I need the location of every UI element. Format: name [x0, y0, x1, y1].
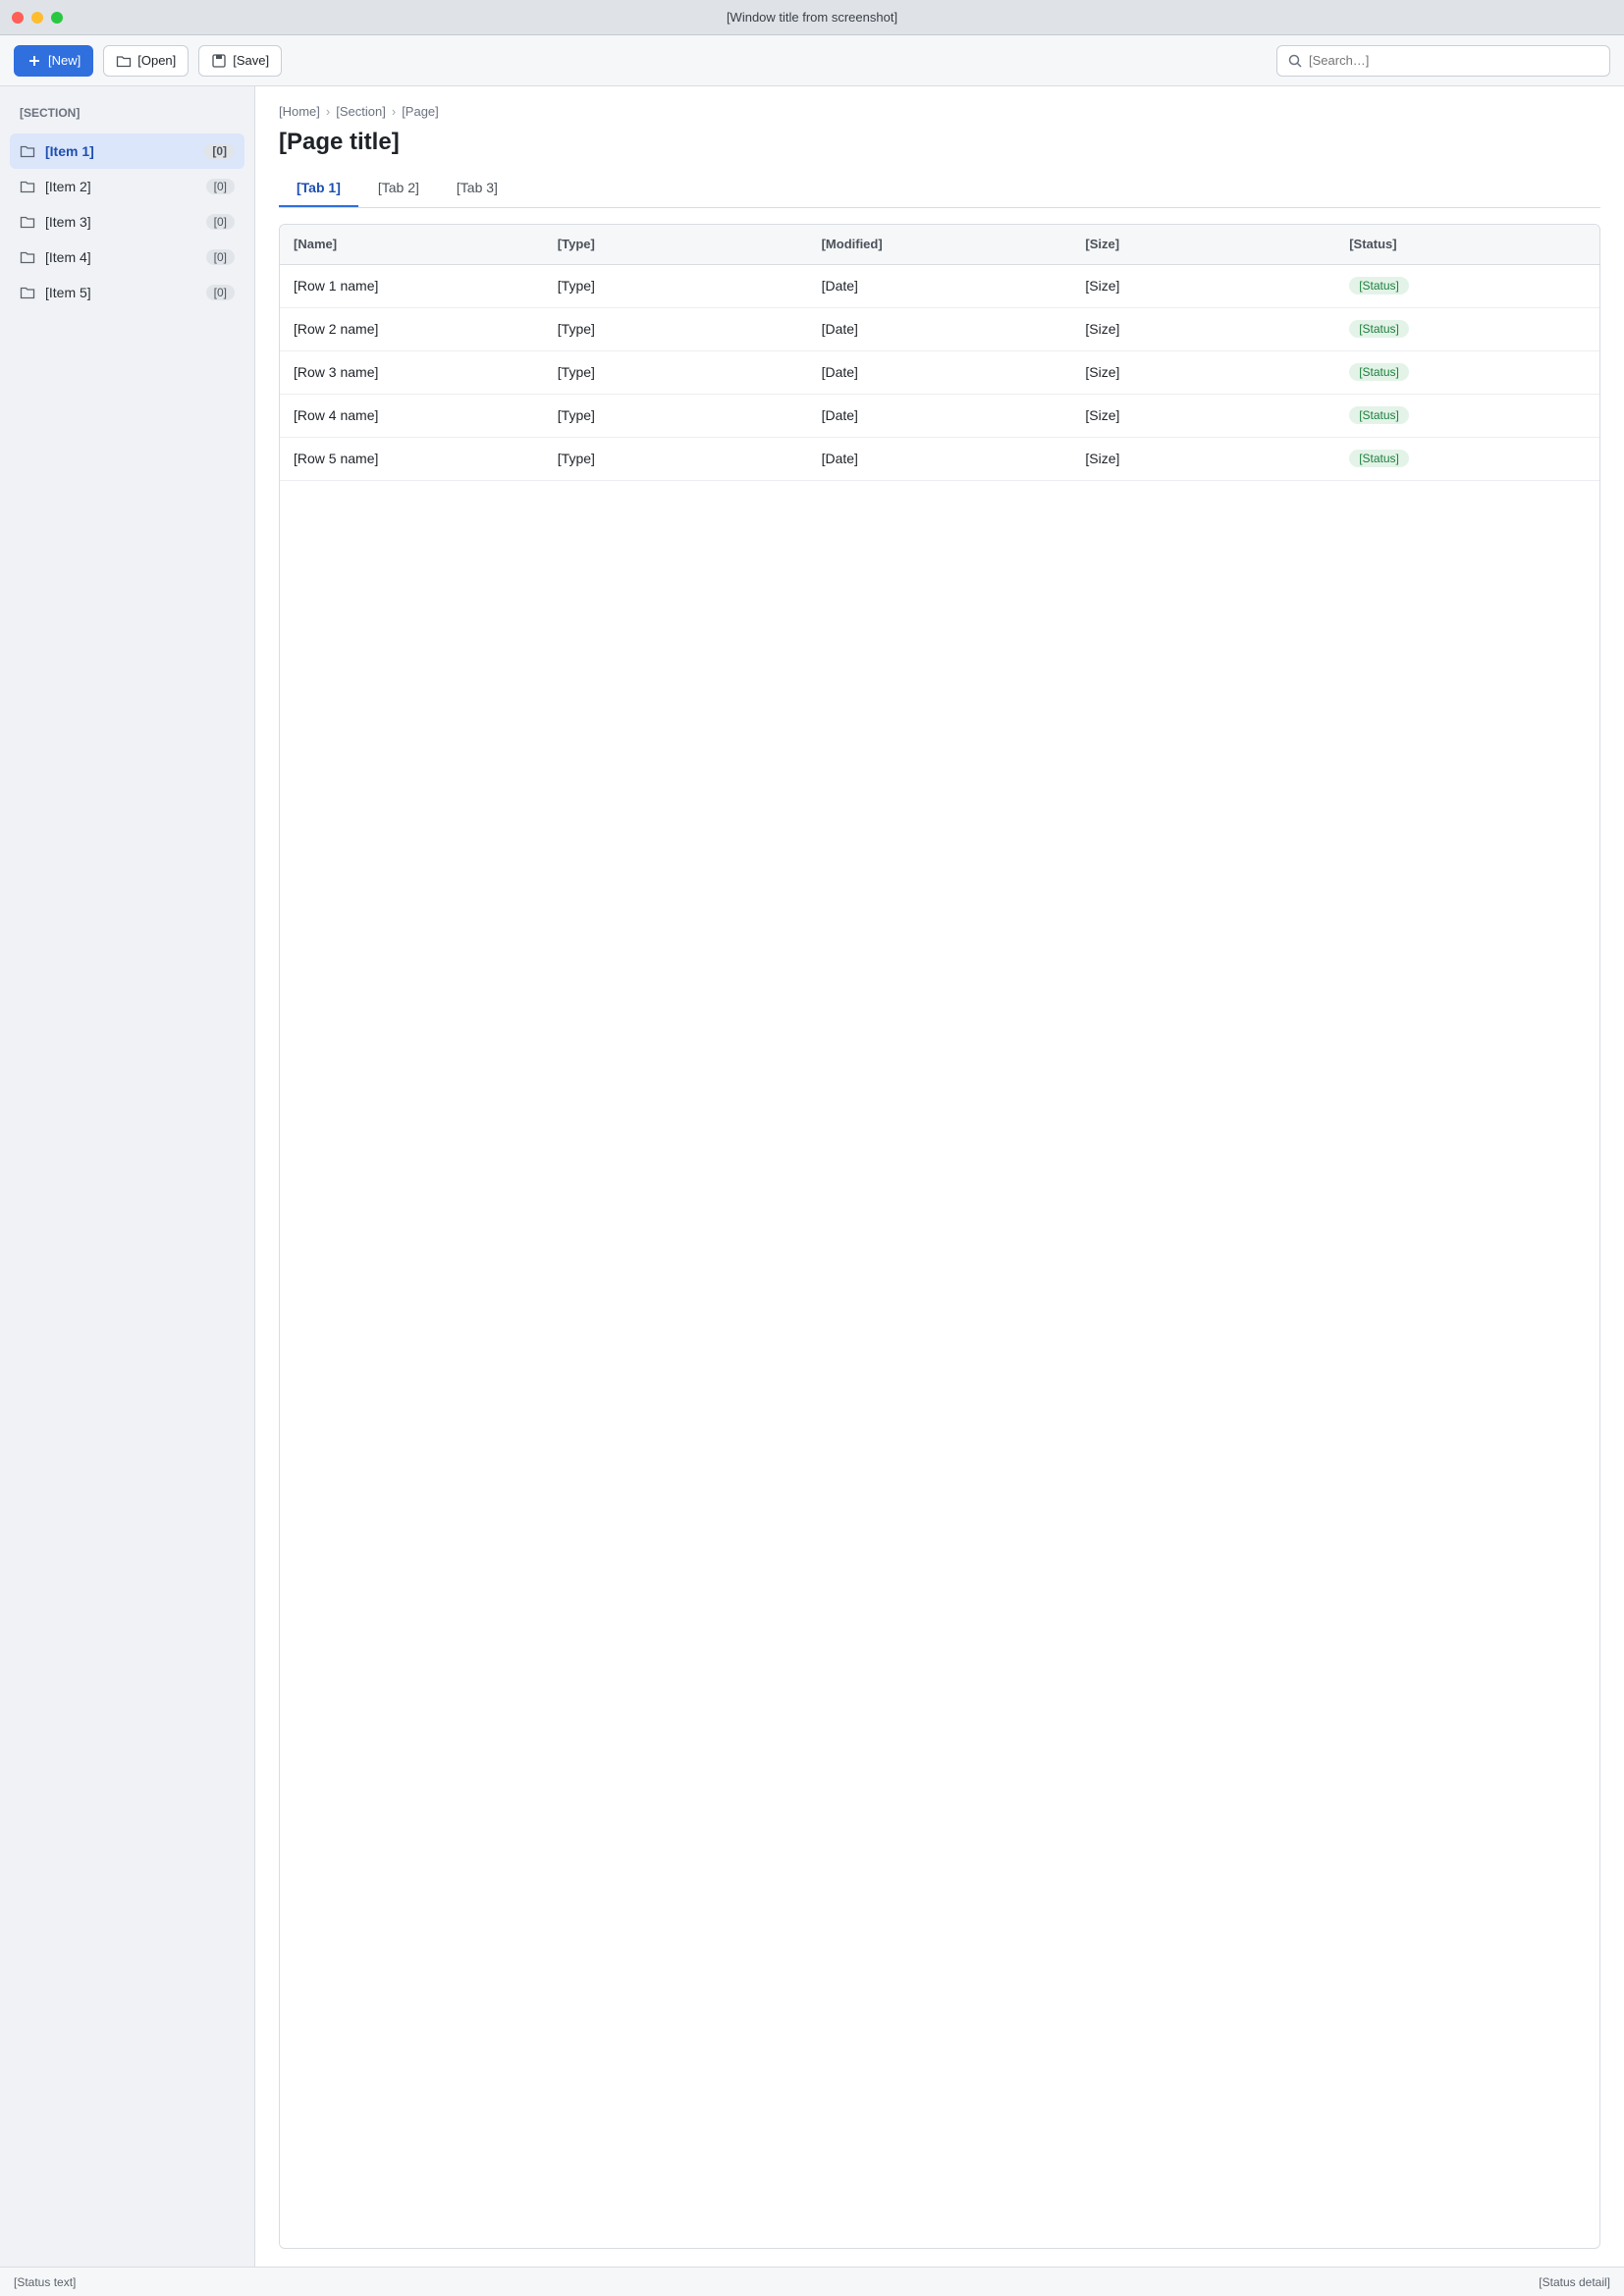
folder-icon	[20, 249, 35, 265]
sidebar-item-label: [Item 1]	[45, 143, 94, 159]
table-cell: [Row 4 name]	[280, 394, 544, 437]
table-cell	[1335, 264, 1599, 307]
table-cell: [Row 3 name]	[280, 350, 544, 394]
table-row[interactable]	[280, 307, 1599, 350]
sidebar-item-count: [0]	[206, 249, 235, 265]
tab-3[interactable]: [Tab 3]	[456, 180, 498, 195]
table-header-row	[280, 225, 1599, 264]
search-box	[1276, 45, 1610, 77]
content-area	[0, 86, 1624, 2267]
column-header[interactable]: [Size]	[1071, 225, 1335, 264]
new-button-label: [New]	[48, 53, 81, 68]
status-text: [Status text]	[14, 2274, 77, 2289]
breadcrumb-separator: ›	[391, 104, 397, 119]
sidebar-heading: [SECTION]	[20, 106, 81, 120]
table-cell: [Row 1 name]	[280, 264, 544, 307]
sidebar-item-2[interactable]	[10, 169, 244, 204]
table-cell: [Size]	[1071, 307, 1335, 350]
breadcrumb	[279, 104, 1600, 119]
status-badge: [Status]	[1349, 363, 1409, 381]
table-cell: [Size]	[1071, 264, 1335, 307]
tab-bar	[279, 170, 1600, 208]
sidebar-item-label: [Item 5]	[45, 285, 91, 300]
table-cell	[1335, 394, 1599, 437]
table-cell: [Row 5 name]	[280, 437, 544, 480]
table-row[interactable]	[280, 264, 1599, 307]
sidebar-item-3[interactable]	[10, 204, 244, 240]
plus-icon	[27, 53, 42, 69]
status-detail: [Status detail]	[1539, 2274, 1610, 2289]
tab-2[interactable]: [Tab 2]	[377, 180, 419, 195]
table-cell	[1335, 437, 1599, 480]
table-cell: [Date]	[808, 437, 1072, 480]
folder-icon	[20, 179, 35, 194]
save-icon	[211, 53, 227, 69]
close-window-button[interactable]	[12, 12, 24, 24]
folder-open-icon	[116, 53, 132, 69]
sidebar-item-count: [0]	[204, 143, 235, 159]
sidebar-item-count: [0]	[206, 214, 235, 230]
search-icon	[1287, 53, 1303, 69]
table-row[interactable]	[280, 394, 1599, 437]
table-cell: [Size]	[1071, 350, 1335, 394]
tab-1[interactable]: [Tab 1]	[279, 170, 358, 207]
status-badge: [Status]	[1349, 450, 1409, 467]
table-cell: [Type]	[544, 350, 808, 394]
table-cell	[1335, 307, 1599, 350]
breadcrumb-item[interactable]: [Home]	[279, 104, 320, 119]
status-badge: [Status]	[1349, 277, 1409, 294]
table-container	[279, 224, 1600, 2249]
column-header[interactable]: [Type]	[544, 225, 808, 264]
table-cell: [Row 2 name]	[280, 307, 544, 350]
sidebar-item-4[interactable]	[10, 240, 244, 275]
table-cell: [Date]	[808, 394, 1072, 437]
table-row[interactable]	[280, 437, 1599, 480]
save-button-label: [Save]	[233, 53, 270, 68]
sidebar-item-5[interactable]	[10, 275, 244, 310]
folder-icon	[20, 214, 35, 230]
table-cell: [Size]	[1071, 394, 1335, 437]
main-panel	[255, 86, 1624, 2267]
sidebar-item-label: [Item 2]	[45, 179, 91, 194]
column-header[interactable]: [Modified]	[808, 225, 1072, 264]
table-cell: [Type]	[544, 307, 808, 350]
sidebar-item-1[interactable]	[10, 133, 244, 169]
sidebar-item-count: [0]	[206, 179, 235, 194]
page-title: [Page title]	[279, 129, 400, 155]
sidebar	[0, 86, 255, 2267]
table-cell: [Date]	[808, 264, 1072, 307]
table-body	[280, 264, 1599, 480]
window-controls	[12, 12, 90, 24]
search-input[interactable]	[1309, 53, 1599, 68]
open-button[interactable]	[103, 45, 189, 77]
status-badge: [Status]	[1349, 406, 1409, 424]
table-cell: [Type]	[544, 437, 808, 480]
maximize-window-button[interactable]	[51, 12, 63, 24]
column-header[interactable]: [Name]	[280, 225, 544, 264]
save-button[interactable]	[198, 45, 282, 77]
new-button[interactable]	[14, 45, 93, 77]
sidebar-item-count: [0]	[206, 285, 235, 300]
breadcrumb-item[interactable]: [Section]	[336, 104, 386, 119]
table-cell: [Size]	[1071, 437, 1335, 480]
sidebar-item-list	[10, 133, 244, 310]
table-header	[280, 225, 1599, 264]
title-bar	[0, 0, 1624, 35]
status-bar	[0, 2267, 1624, 2296]
breadcrumb-separator: ›	[325, 104, 331, 119]
toolbar	[0, 35, 1624, 86]
sidebar-item-label: [Item 4]	[45, 249, 91, 265]
sidebar-item-label: [Item 3]	[45, 214, 91, 230]
table-cell: [Type]	[544, 394, 808, 437]
table-row[interactable]	[280, 350, 1599, 394]
table-cell: [Date]	[808, 350, 1072, 394]
data-table	[280, 225, 1599, 481]
folder-icon	[20, 143, 35, 159]
minimize-window-button[interactable]	[31, 12, 43, 24]
column-header[interactable]: [Status]	[1335, 225, 1599, 264]
open-button-label: [Open]	[137, 53, 177, 68]
status-badge: [Status]	[1349, 320, 1409, 338]
breadcrumb-item: [Page]	[402, 104, 439, 119]
table-cell: [Date]	[808, 307, 1072, 350]
folder-icon	[20, 285, 35, 300]
window-title: [Window title from screenshot]	[726, 10, 898, 25]
table-cell: [Type]	[544, 264, 808, 307]
table-cell	[1335, 350, 1599, 394]
